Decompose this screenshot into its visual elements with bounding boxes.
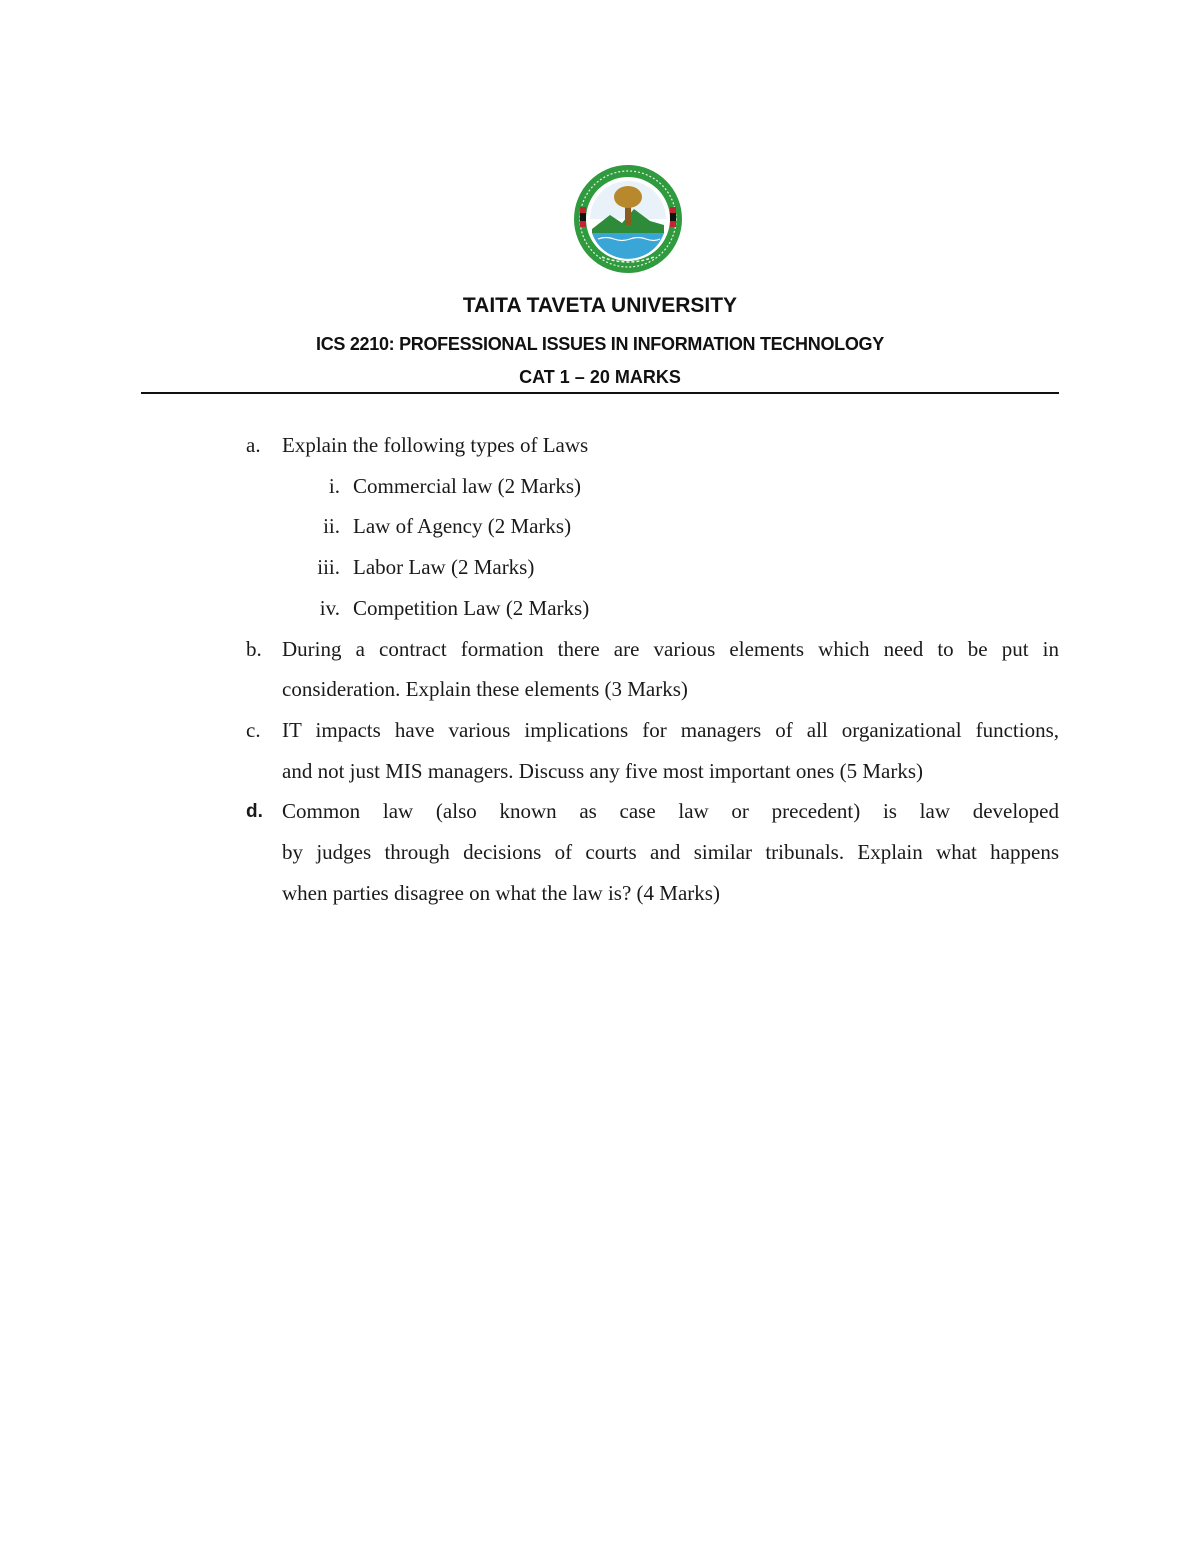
university-crest-icon	[572, 163, 684, 275]
course-title: ICS 2210: PROFESSIONAL ISSUES IN INFORMATION TECHNOLOGY	[316, 334, 884, 354]
question-b-line-2: consideration. Explain these elements (3 Marks)	[282, 677, 688, 701]
crest-right-flag-band	[670, 213, 676, 221]
question-b-letter: b.	[246, 637, 262, 661]
question-c-letter: c.	[246, 718, 261, 742]
question-a-sub-1-numeral: i.	[328, 474, 340, 498]
university-name: TAITA TAVETA UNIVERSITY	[462, 294, 738, 317]
question-d-line-1: Common law (also known as case law or precedent) is law developed	[282, 799, 1059, 823]
question-a-sub-2-text: Law of Agency (2 Marks)	[353, 514, 572, 538]
crest-tree-canopy	[614, 186, 642, 208]
question-d-letter: d.	[246, 801, 263, 822]
question-a-sub-4-numeral: iv.	[319, 596, 340, 620]
question-d-line-3: when parties disagree on what the law is? (4 Marks)	[282, 881, 720, 905]
question-a-sub-3-numeral: iii.	[317, 555, 340, 579]
question-a-letter: a.	[246, 433, 261, 457]
question-a-text: Explain the following types of Laws	[282, 433, 589, 457]
question-a-sub-4-text: Competition Law (2 Marks)	[353, 596, 590, 620]
cat-title: CAT 1 – 20 MARKS	[519, 367, 681, 387]
question-a-sub-3-text: Labor Law (2 Marks)	[353, 555, 535, 579]
header-divider	[141, 392, 1059, 394]
question-b-line-1: During a contract formation there are various elements which need to be put in	[282, 637, 1059, 661]
question-a-sub-2-numeral: ii.	[323, 514, 340, 538]
question-a-sub-1-text: Commercial law (2 Marks)	[353, 474, 582, 498]
crest-left-flag-band	[580, 213, 586, 221]
question-c-line-2: and not just MIS managers. Discuss any five most important ones (5 Marks)	[282, 759, 923, 783]
question-d-line-2: by judges through decisions of courts and similar tribunals. Explain what happens	[282, 840, 1059, 864]
question-c-line-1: IT impacts have various implications for managers of all organizational functions,	[282, 718, 1059, 742]
